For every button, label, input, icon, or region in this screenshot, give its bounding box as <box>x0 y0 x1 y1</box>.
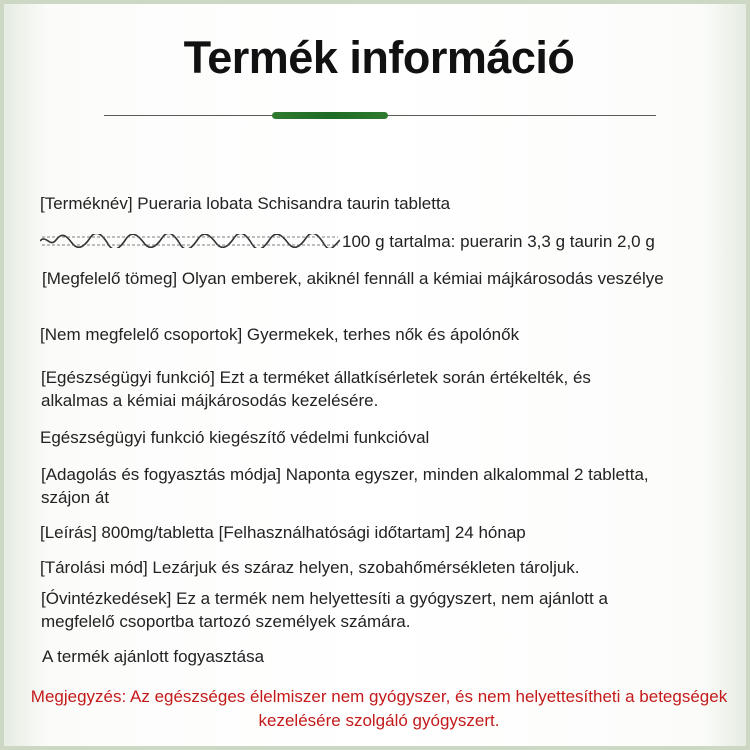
title-divider-accent <box>272 112 388 119</box>
page-title: Termék információ <box>183 32 575 83</box>
ingredients-line <box>40 230 655 253</box>
precautions-line: [Óvintézkedések] Ez a termék nem helyettesíti a gyógyszert, nem ajánlott a megfelelő csoportba tartozó személyek számára. <box>41 589 608 631</box>
description-line: [Leírás] 800mg/tabletta [Felhasználhatósági időtartam] 24 hónap <box>40 523 526 542</box>
storage-line: [Tárolási mód] Lezárjuk és száraz helyen, szobahőmérsékleten tároljuk. <box>40 558 580 577</box>
health-function-line: [Egészségügyi funkció] Ezt a terméket állatkísérletek során értékelték, és alkalmas a kémiai májkárosodás kezelésére. <box>41 368 591 410</box>
disclaimer-note: Megjegyzés: Az egészséges élelmiszer nem gyógyszer, és nem helyettesítheti a betegségek kezelésére szolgáló gyógyszert. <box>30 687 728 730</box>
product-name-line: [Terméknév] Pueraria lobata Schisandra taurin tabletta <box>40 194 451 213</box>
recommended-line: A termék ajánlott fogyasztása <box>42 647 265 666</box>
ingredients-text: 100 g tartalma: puerarin 3,3 g taurin 2,0 g <box>342 232 655 251</box>
suitable-group-line: [Megfelelő tömeg] Olyan emberek, akiknél fennáll a kémiai májkárosodás veszélye <box>42 269 664 288</box>
dosage-line: [Adagolás és fogyasztás módja] Naponta egyszer, minden alkalommal 2 tabletta, szájon át <box>41 465 649 507</box>
protective-function-line: Egészségügyi funkció kiegészítő védelmi funkcióval <box>40 428 430 447</box>
garbled-text-scribble <box>40 234 340 248</box>
unsuitable-group-line: [Nem megfelelő csoportok] Gyermekek, terhes nők és ápolónők <box>40 325 520 344</box>
